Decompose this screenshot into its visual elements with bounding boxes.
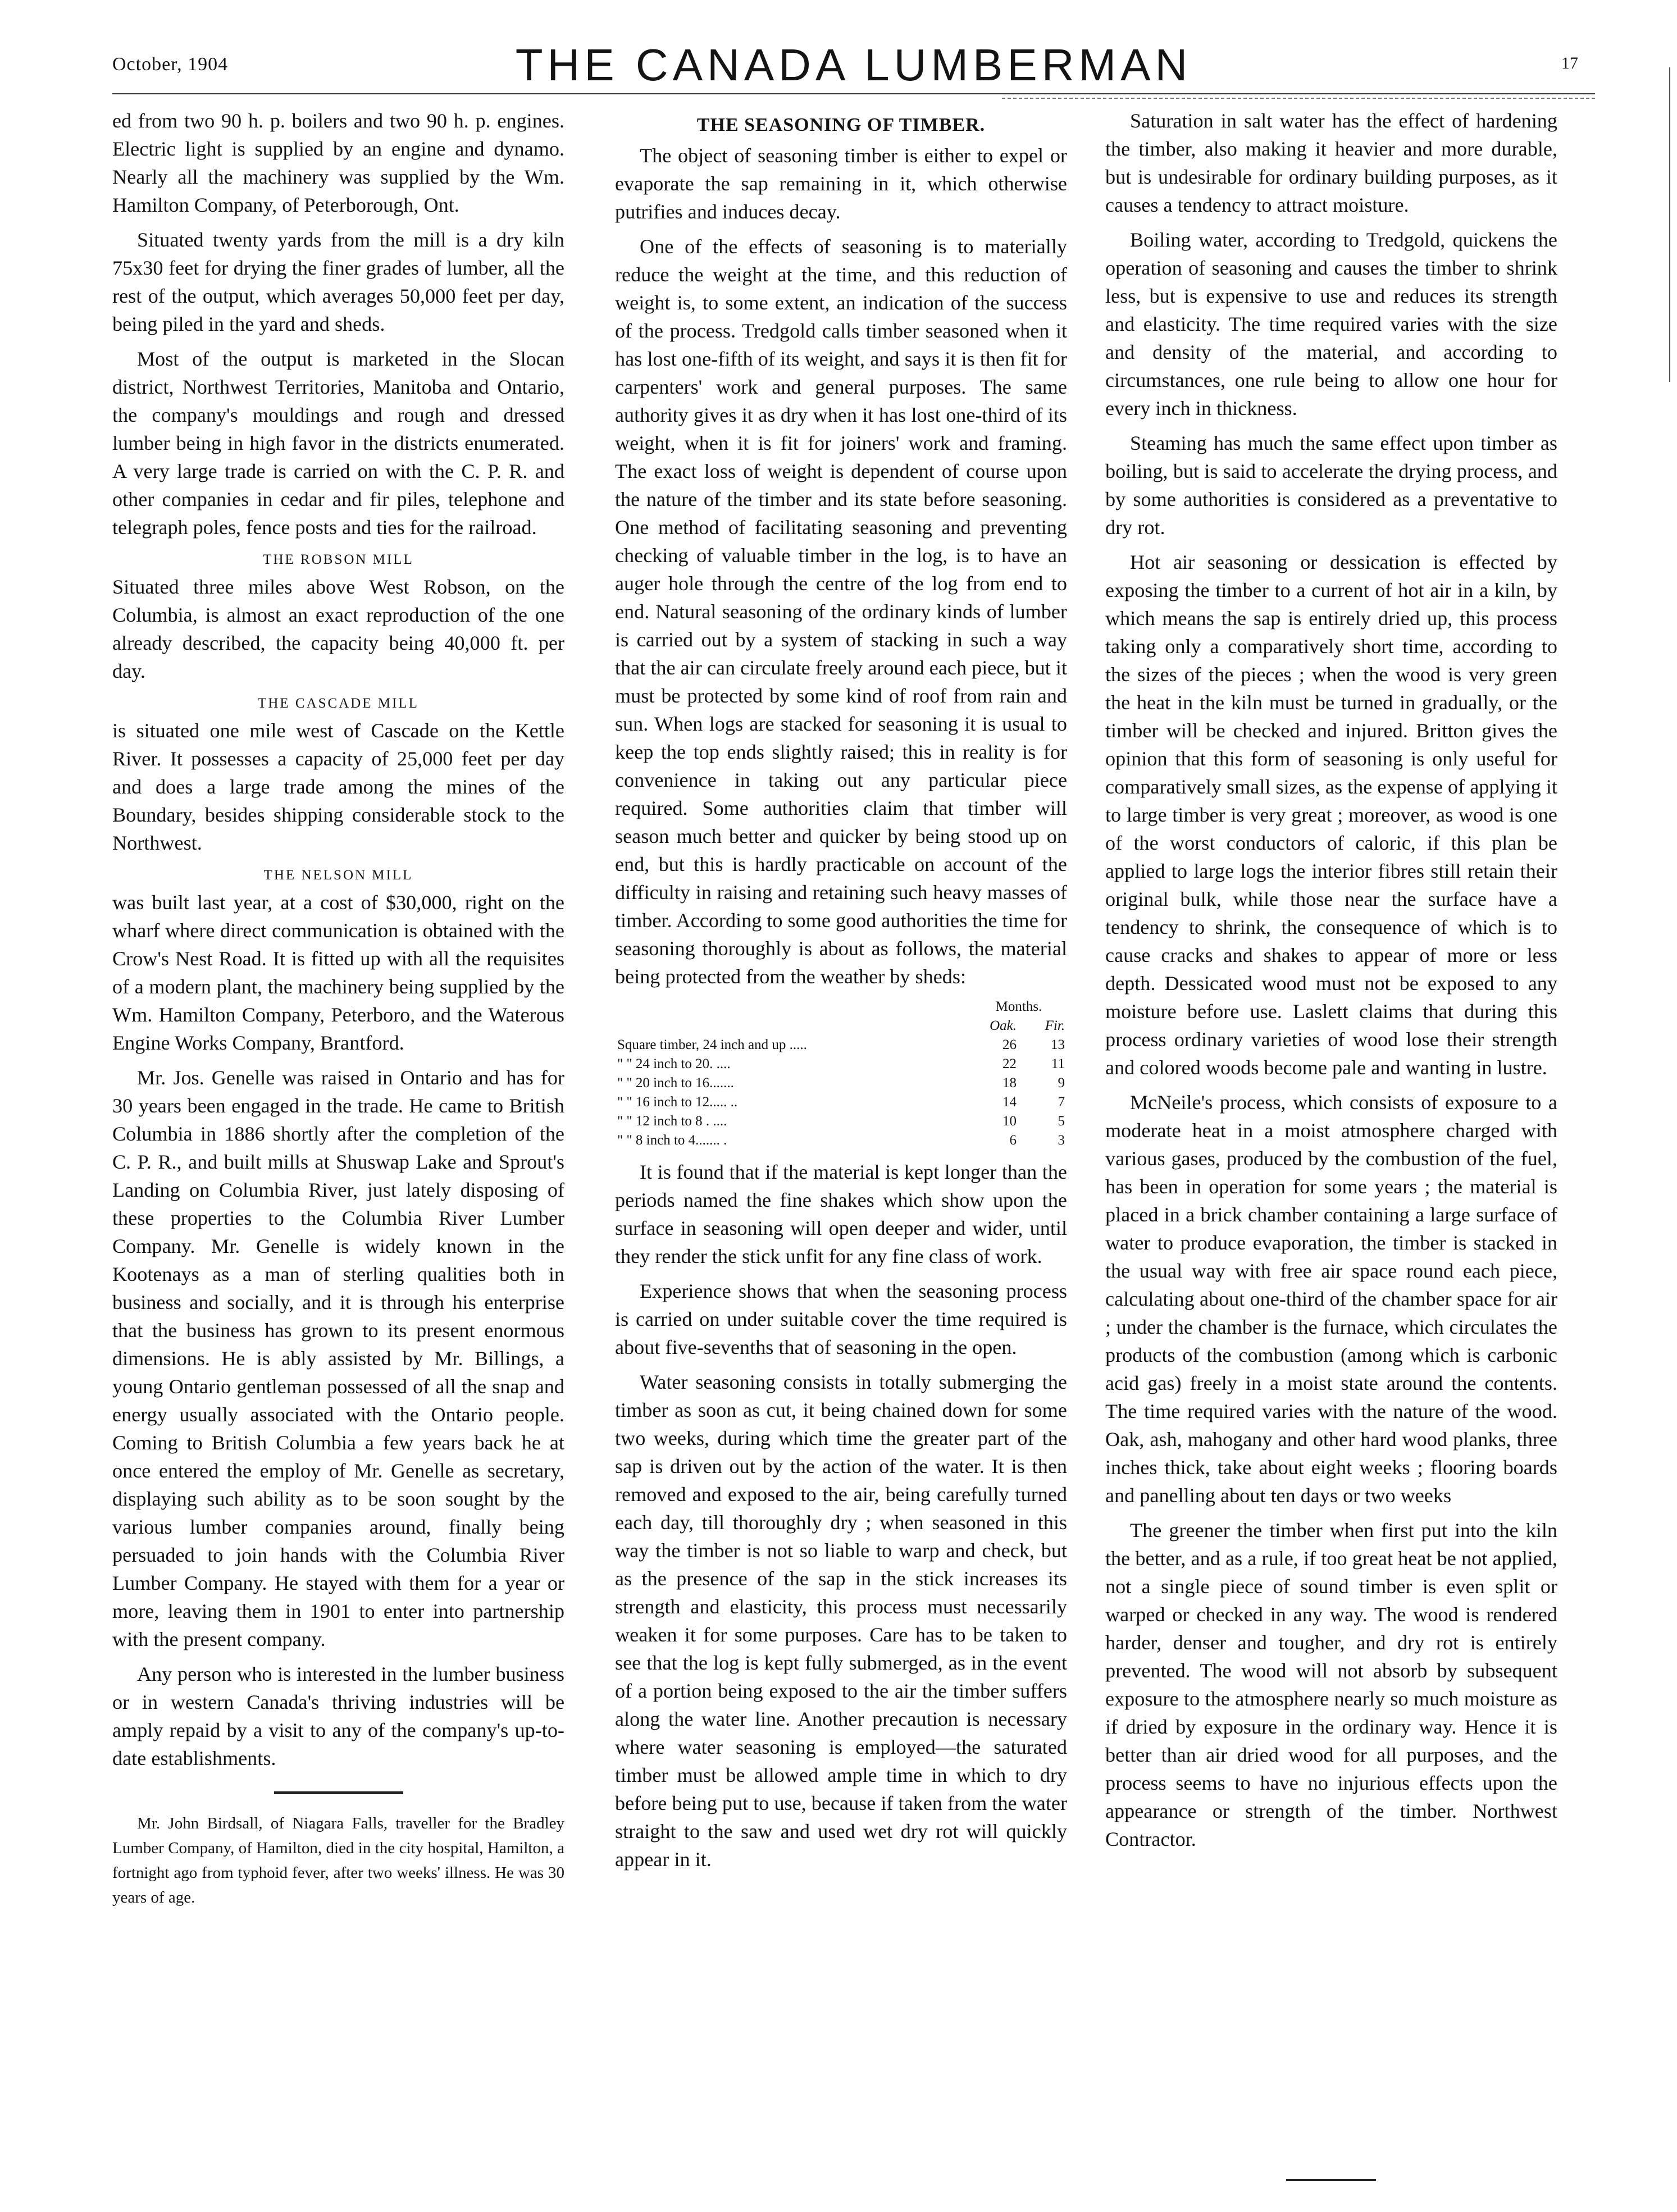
masthead-rule-dashed [1002, 98, 1595, 99]
fir-months: 3 [1058, 1133, 1065, 1148]
seasoning-time-table [615, 997, 1067, 1150]
table-row [615, 1093, 1067, 1112]
obituary-text: Mr. John Birdsall, of Niagara Falls, traveller for the Bradley Lumber Company, of Hamilton, died in the city hospital, Hamilton, a fortnight ago from typhoid fever, after two weeks' illness. He was 30 years of age. [112, 1814, 564, 1907]
oak-months: 14 [1002, 1094, 1017, 1110]
table-header-row [615, 1016, 1067, 1036]
paragraph: Situated three miles above West Robson, on the Columbia, is almost an exact reproduction of the one already described, the capacity being 40,000 ft. per day. [112, 576, 564, 682]
paragraph: Any person who is interested in the lumber business or in western Canada's thriving industries will be amply repaid by a visit to any of the company's up-to-date establishments. [112, 1663, 564, 1769]
subheading-robson-mill: THE ROBSON MILL [263, 552, 414, 567]
row-label: " " 24 inch to 20. .... [617, 1056, 731, 1071]
publication-title: THE CANADA LUMBERMAN [515, 40, 1192, 90]
fir-header: Fir. [1045, 1018, 1065, 1033]
paragraph: The greener the timber when first put into the kiln the better, and as a rule, if too great heat be not applied, not a single piece of sound timber is even split or warped or checked in any way. The wood is rendered harder, denser and tougher, and dry rot is entirely prevented. The wood will not absorb by subsequent exposure to the atmosphere nearly so much moisture as if dried by exposure in the ordinary way. Hence it is better than air dried wood for all purposes, and the process seems to have no injurious effects upon the appearance or strength of the timber. Northwest Contractor. [1105, 1519, 1557, 1850]
paragraph: Experience shows that when the seasoning process is carried on under suitable cover the time required is about five-sevenths that of seasoning in the open. [615, 1280, 1067, 1358]
paragraph: It is found that if the material is kept longer than the periods named the fine shakes which show upon the surface in seasoning will open deeper and wider, until they render the stick unfit for any fine class of work. [615, 1161, 1067, 1267]
row-label: " " 8 inch to 4....... . [617, 1133, 727, 1148]
table-row [615, 1131, 1067, 1150]
table-body [615, 1036, 1067, 1150]
row-label: Square timber, 24 inch and up ..... [617, 1037, 807, 1052]
table-row [615, 1112, 1067, 1131]
paragraph: Most of the output is marketed in the Slocan district, Northwest Territories, Manitoba and Ontario, the company's mouldings and rough and dressed lumber being in high favor in the districts enumerated. A very large trade is carried on with the C. P. R. and other companies in cedar and fir piles, telephone and telegraph poles, fence posts and ties for the railroad. [112, 348, 564, 539]
table-row [615, 1074, 1067, 1093]
oak-months: 22 [1002, 1056, 1017, 1071]
fir-months: 7 [1058, 1094, 1065, 1110]
column-1 [112, 107, 564, 1910]
page-number: 17 [1561, 54, 1578, 72]
paragraph: McNeile's process, which consists of exposure to a moderate heat in a moist atmosphere charged with various gases, produced by the combustion of the fuel, has been in operation for some years ; the material is placed in a brick chamber containing a large surface of water to produce evaporation, the timber is stacked in the usual way with free air space round each piece, calculating about one-third of the chamber space for air ; under the chamber is the furnace, which circulates the products of the combustion (among which is carbonic acid gas) freely in a moist state around the contents. The time required varies with the nature of the wood. Oak, ash, mahogany and other hard wood planks, three inches thick, take about eight weeks ; flooring boards and panelling about ten days or two weeks [1105, 1091, 1557, 1507]
oak-header: Oak. [990, 1018, 1017, 1033]
paragraph: Saturation in salt water has the effect of hardening the timber, also making it heavier and more durable, but is undesirable for ordinary building purposes, as it causes a tendency to attract moisture. [1105, 110, 1557, 216]
months-header: Months. [995, 999, 1042, 1014]
row-label: " " 12 inch to 8 . .... [617, 1114, 727, 1129]
section-divider [274, 1791, 403, 1794]
oak-months: 6 [1009, 1133, 1017, 1148]
paragraph: Steaming has much the same effect upon timber as boiling, but is said to accelerate the drying process, and by some authorities is considered as a preventative to dry rot. [1105, 432, 1557, 539]
table-header-row [615, 997, 1067, 1016]
paragraph: Boiling water, according to Tredgold, quickens the operation of seasoning and causes the timber to shrink less, but is expensive to use and reduces its strength and elasticity. The time required varies with the size and density of the material, and according to circumstances, one rule being to allow one hour for every inch in thickness. [1105, 229, 1557, 419]
table-row [615, 1036, 1067, 1055]
fir-months: 9 [1058, 1075, 1065, 1091]
subheading-nelson-mill: THE NELSON MILL [263, 868, 413, 883]
paragraph: Water seasoning consists in totally submerging the timber as soon as cut, it being chained down for some two weeks, during which time the greater part of the sap is driven out by the action of the water. It is then removed and exposed to the air, being carefully turned each day, till thoroughly dry ; when seasoned in this way the timber is not so liable to warp and check, but as the presence of the sap in the stick increases its strength and elasticity, this process must necessarily weaken it for some purposes. Care has to be taken to see that the log is kept fully submerged, as in the event of a portion being exposed to the air the timber suffers along the water line. Another precaution is necessary where water seasoning is employed—the saturated timber must be allowed ample time in which to dry before being put to use, because if taken from the water straight to the saw and used wet dry rot will quickly appear in it. [615, 1371, 1067, 1871]
oak-months: 10 [1002, 1114, 1017, 1129]
obituary-note [112, 1811, 564, 1910]
column-2 [615, 107, 1067, 1880]
masthead [112, 39, 1595, 101]
oak-months: 18 [1002, 1075, 1017, 1091]
masthead-rule [112, 93, 1595, 94]
paragraph: One of the effects of seasoning is to materially reduce the weight at the time, and this reduction of weight is, to some extent, an indication of the success of the process. Tredgold calls timber seasoned when it has lost one-fifth of its weight, and says it is then fit for carpenters' work and general purposes. The same authority gives it as dry when it has lost one-third of its weight, when it is fit for joiners' work and framing. The exact loss of weight is dependent of course upon the nature of the timber and its state before seasoning. One method of facilitating seasoning and preventing checking of valuable timber in the log, is to have an auger hole through the centre of the log from end to end. Natural seasoning of the ordinary kinds of lumber is carried out by a system of stacking in such a way that the air can circulate freely around each piece, but it must be protected by some kind of roof from rain and sun. When logs are stacked for seasoning it is usual to keep the top ends slightly raised; this in reality is for convenience in taking out any particular piece required. Some authorities claim that timber will season much better and quicker by being stood up on end, but this is hardly practicable on account of the difficulty in raising and retaining such heavy masses of timber. According to some good authorities the time for seasoning thoroughly is about as follows, the material being protected from the weather by sheds: [615, 235, 1068, 988]
page-edge-line [1669, 67, 1670, 382]
fir-months: 5 [1058, 1114, 1065, 1129]
paragraph: Situated twenty yards from the mill is a dry kiln 75x30 feet for drying the finer grades of lumber, all the rest of the output, which averages 50,000 feet per day, being piled in the yard and sheds. [112, 229, 564, 335]
footer-rule [1286, 2179, 1376, 2181]
fir-months: 11 [1051, 1056, 1065, 1071]
issue-date: October, 1904 [112, 54, 229, 75]
row-label: " " 16 inch to 12..... .. [617, 1094, 738, 1110]
column-3 [1105, 107, 1557, 1860]
paragraph: The object of seasoning timber is either to expel or evaporate the sap remaining in it, which otherwise putrifies and induces decay. [615, 144, 1067, 223]
row-label: " " 20 inch to 16....... [617, 1075, 734, 1091]
article-title: THE SEASONING OF TIMBER. [696, 115, 986, 135]
paragraph: Hot air seasoning or dessication is effected by exposing the timber to a current of hot air in a kiln, by which means the sap is entirely dried up, this process taking only a comparatively short time, according to the sizes of the pieces ; when the wood is very green the heat in the kiln must be turned in gradually, or the timber will be checked and injured. Britton gives the opinion that this form of seasoning is only useful for comparatively small sizes, as the expense of applying it to large timber is very great ; moreover, as wood is one of the worst conductors of caloric, if this plan be applied to large logs the interior fibres still retain their original bulk, while those near the surface have a tendency to shrink, the consequence of which is to cause cracks and shakes to appear of more or less depth. Dessicated wood must not be exposed to any moisture before use. Laslett claims that during this process ordinary varieties of wood lose their strength and colored woods become pale and wanting in lustre. [1105, 551, 1557, 1079]
fir-months: 13 [1051, 1037, 1065, 1052]
oak-months: 26 [1002, 1037, 1017, 1052]
paragraph: ed from two 90 h. p. boilers and two 90 h. p. engines. Electric light is supplied by an engine and dynamo. Nearly all the machinery was supplied by the Wm. Hamilton Company, of Peterborough, Ont. [112, 110, 564, 216]
paragraph: was built last year, at a cost of $30,000, right on the wharf where direct communication is obtained with the Crow's Nest Road. It is fitted up with all the requisites of a modern plant, the machinery being supplied by the Wm. Hamilton Company, Peterboro, and the Waterous Engine Works Company, Brantford. [112, 891, 564, 1054]
paragraph: is situated one mile west of Cascade on the Kettle River. It possesses a capacity of 25,000 feet per day and does a large trade among the mines of the Boundary, besides shipping considerable stock to the Northwest. [112, 719, 564, 854]
subheading-cascade-mill: THE CASCADE MILL [258, 696, 419, 711]
paragraph: Mr. Jos. Genelle was raised in Ontario and has for 30 years been engaged in the trade. He came to British Columbia in 1886 shortly after the completion of the C. P. R., and built mills at Shuswap Lake and Sprout's Landing on Columbia River, just lately disposing of these properties to the Columbia River Lumber Company. Mr. Genelle is widely known in the Kootenays as a man of sterling qualities both in business and socially, and it is through his enterprise that the business has grown to its present enormous dimensions. He is ably assisted by Mr. Billings, a young Ontario gentleman possessed of all the snap and energy usually associated with the Ontario people. Coming to British Columbia a few years back he at once entered the employ of Mr. Genelle as secretary, displaying such ability as to be soon sought by the various lumber companies around, finally being persuaded to join hands with the Columbia River Lumber Company. He stayed with them for a year or more, leaving them in 1901 to enter into partnership with the present company. [112, 1066, 564, 1650]
table-row [615, 1055, 1067, 1074]
